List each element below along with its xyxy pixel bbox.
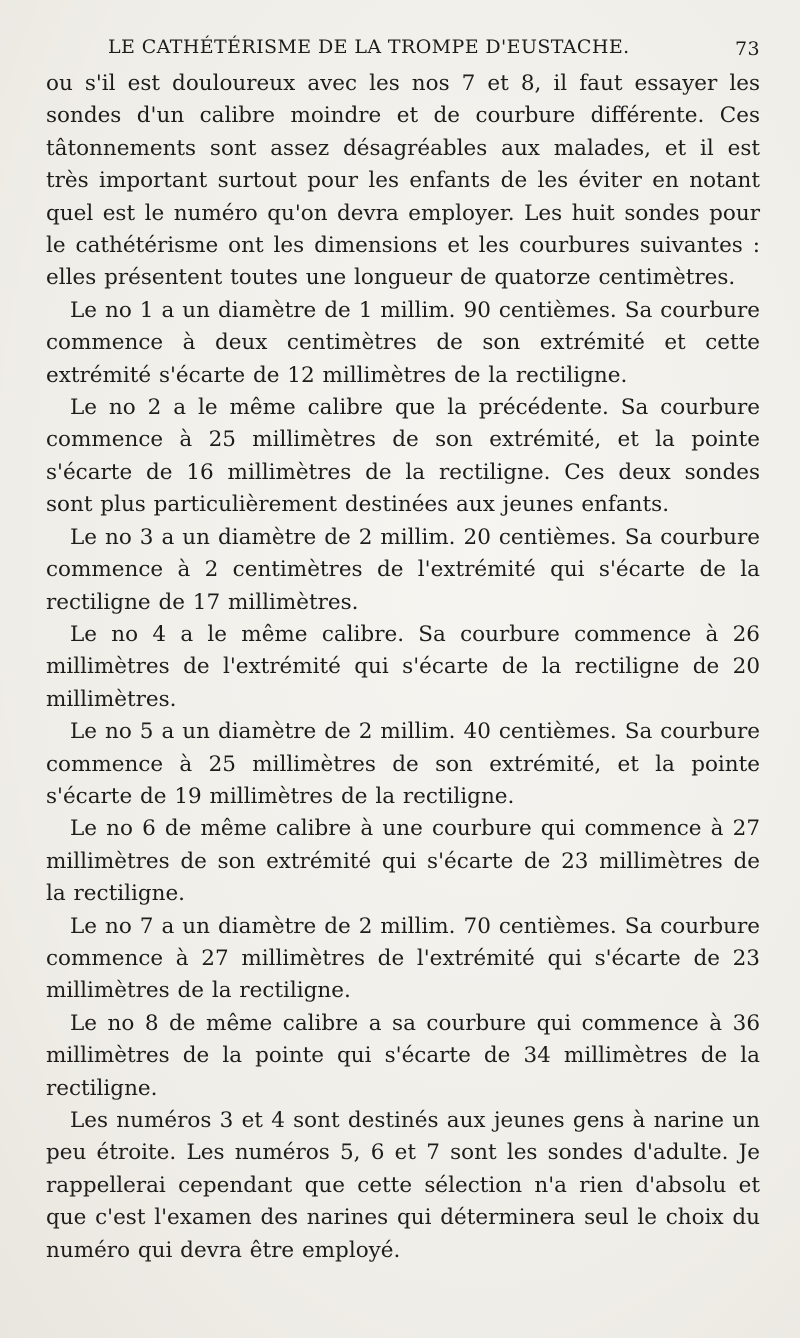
body-text: [46, 68, 760, 1267]
paragraph: Le no 3 a un diamètre de 2 millim. 20 centièmes. Sa courbure commence à 2 centimètres de l'extrémité qui s'écarte de la rectiligne de 17 millimètres.: [46, 524, 760, 615]
paragraph: Le no 7 a un diamètre de 2 millim. 70 centièmes. Sa courbure commence à 27 millimètres de l'extrémité qui s'écarte de 23 millimètres de la rectiligne.: [46, 913, 760, 1004]
paragraph: Le no 5 a un diamètre de 2 millim. 40 centièmes. Sa courbure commence à 25 millimètres de son extrémité, et la pointe s'écarte de 19 millimètres de la rectiligne.: [46, 719, 760, 809]
paragraph: Le no 1 a un diamètre de 1 millim. 90 centièmes. Sa courbure commence à deux centimètres de son extrémité et cette extrémité s'écarte de 12 millimètres de la rectiligne.: [46, 297, 760, 388]
paragraph: ou s'il est douloureux avec les nos 7 et 8, il faut essayer les sondes d'un calibre moindre et de courbure différente. Ces tâtonnements sont assez désagréables aux malades, et il est très important surtout pour les enfants de les éviter en notant quel est le numéro qu'on devra employer. Les huit sondes pour le cathétérisme ont les dimensions et les courbures suivantes : elles présentent toutes une longueur de quatorze centimètres.: [46, 71, 760, 291]
paragraph: Le no 4 a le même calibre. Sa courbure commence à 26 millimètres de l'extrémité qui s'écarte de la rectiligne de 20 millimètres.: [46, 621, 760, 712]
page-number: 73: [735, 38, 760, 60]
paragraph: Le no 6 de même calibre à une courbure qui commence à 27 millimètres de son extrémité qui s'écarte de 23 millimètres de la rectiligne.: [46, 816, 760, 907]
paragraph: Les numéros 3 et 4 sont destinés aux jeunes gens à narine un peu étroite. Les numéros 5, 6 et 7 sont les sondes d'adulte. Je rappellerai cependant que cette sélection n'a rien d'absolu et que c'est l'examen des narines qui déterminera seul le choix du numéro qui devra être employé.: [46, 1108, 760, 1263]
paragraph: Le no 8 de même calibre a sa courbure qui commence à 36 millimètres de la pointe qui s'écarte de 34 millimètres de la rectiligne.: [46, 1010, 760, 1101]
page-header: [46, 32, 760, 68]
running-title: LE CATHÉTÉRISME DE LA TROMPE D'EUSTACHE.: [108, 36, 630, 58]
paragraph: Le no 2 a le même calibre que la précédente. Sa courbure commence à 25 millimètres de son extrémité, et la pointe s'écarte de 16 millimètres de la rectiligne. Ces deux sondes sont plus particulièrement destinées aux jeunes enfants.: [46, 395, 760, 518]
